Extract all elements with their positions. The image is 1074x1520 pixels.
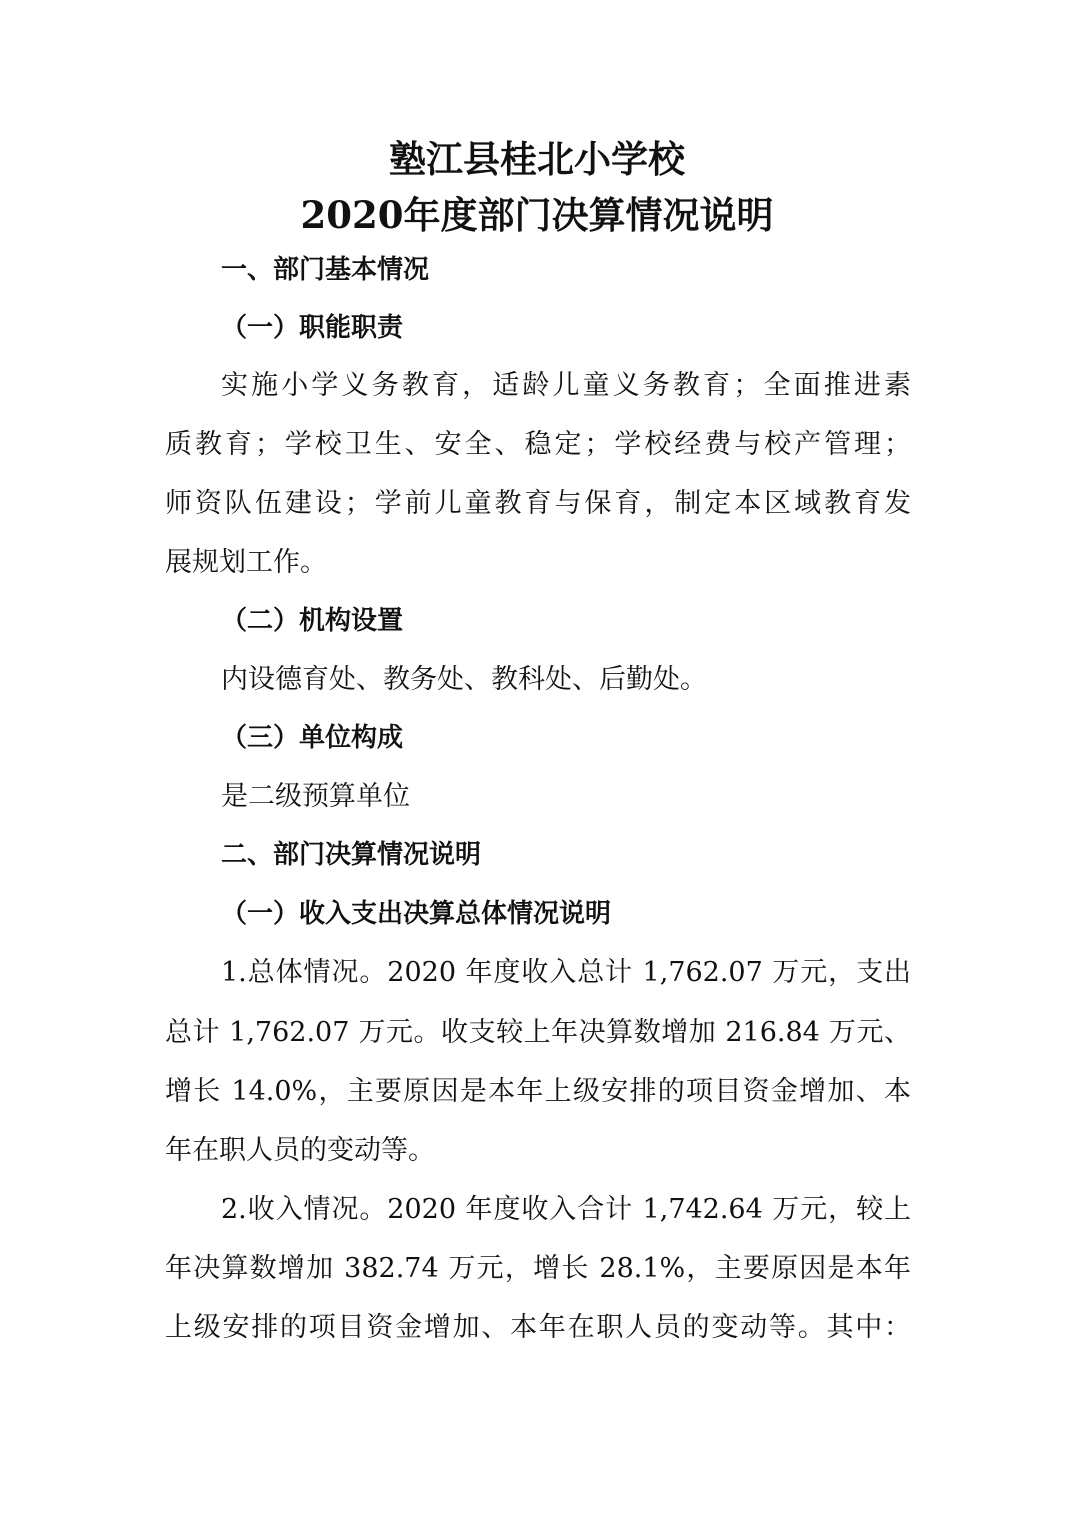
document-title-line-2: 2020年度部门决算情况说明 bbox=[300, 193, 774, 237]
paragraph-line: 师资队伍建设；学前儿童教育与保育，制定本区域教育发 bbox=[165, 488, 911, 519]
paragraph-line: 展规划工作。 bbox=[165, 547, 327, 578]
paragraph-line: 年决算数增加 382.74 万元，增长 28.1%，主要原因是本年 bbox=[165, 1253, 911, 1284]
subsection-heading-structure: （二）机构设置 bbox=[221, 606, 404, 636]
paragraph-line: 增长 14.0%，主要原因是本年上级安排的项目资金增加、本 bbox=[165, 1076, 911, 1107]
section-heading-2: 二、部门决算情况说明 bbox=[221, 840, 482, 870]
document-title-line-1: 塾江县桂北小学校 bbox=[389, 137, 685, 181]
section-heading-1: 一、部门基本情况 bbox=[221, 255, 430, 285]
paragraph-line: 总计 1,762.07 万元。收支较上年决算数增加 216.84 万元、 bbox=[165, 1017, 911, 1048]
paragraph-line: 上级安排的项目资金增加、本年在职人员的变动等。其中： bbox=[165, 1312, 911, 1343]
paragraph-line: 内设德育处、教务处、教科处、后勤处。 bbox=[221, 664, 707, 695]
paragraph-line: 质教育；学校卫生、安全、稳定；学校经费与校产管理； bbox=[165, 429, 911, 460]
subsection-heading-income-expense: （一）收入支出决算总体情况说明 bbox=[221, 899, 612, 929]
paragraph-line: 是二级预算单位 bbox=[221, 781, 410, 812]
paragraph-line: 年在职人员的变动等。 bbox=[165, 1135, 435, 1166]
subsection-heading-composition: （三）单位构成 bbox=[221, 723, 404, 753]
paragraph-line: 2.收入情况。2020 年度收入合计 1,742.64 万元，较上 bbox=[221, 1194, 911, 1225]
subsection-heading-duties: （一）职能职责 bbox=[221, 313, 404, 343]
paragraph-line: 1.总体情况。2020 年度收入总计 1,762.07 万元，支出 bbox=[221, 957, 911, 988]
paragraph-line: 实施小学义务教育，适龄儿童义务教育；全面推进素 bbox=[221, 370, 911, 401]
